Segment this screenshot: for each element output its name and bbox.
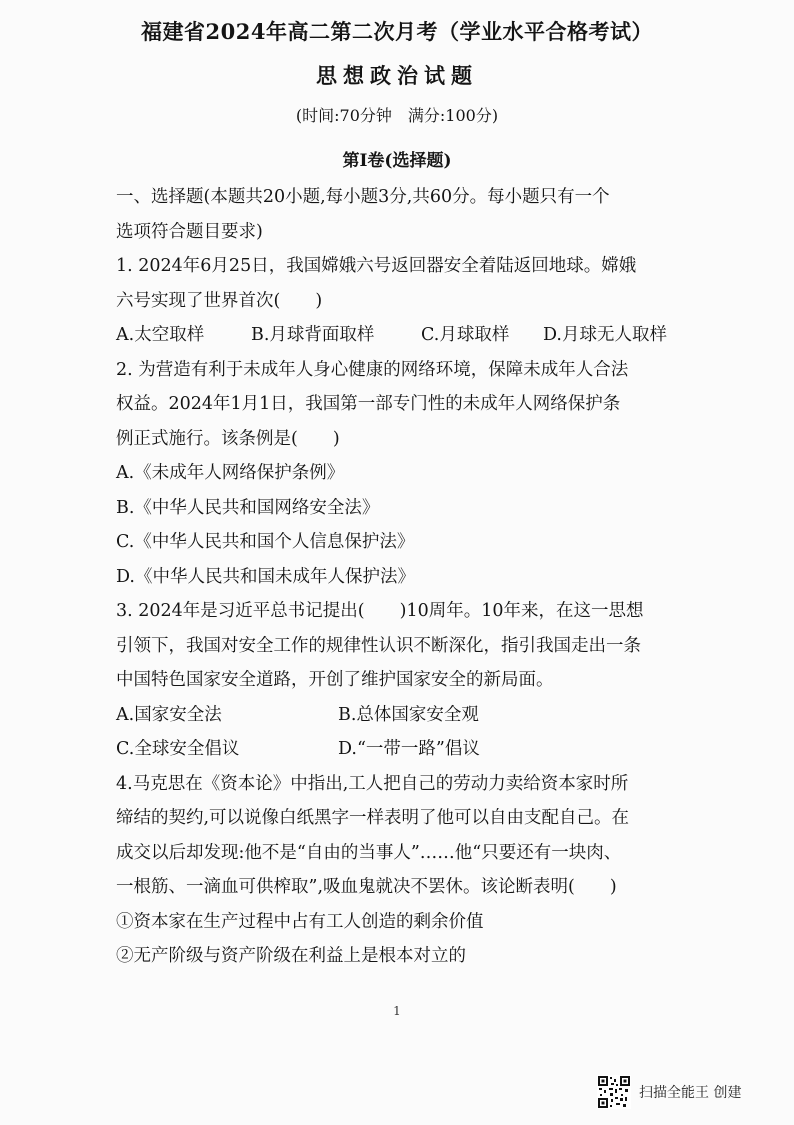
page-number: 1 xyxy=(393,1004,401,1018)
question-4 xyxy=(116,767,696,974)
exam-time-score: (时间:70分钟 满分:100分) xyxy=(295,106,499,125)
question-2 xyxy=(116,353,696,595)
question-stem: 成交以后却发现:他不是“自由的当事人”……他“只要还有一块肉、 xyxy=(116,842,622,863)
options-row xyxy=(116,318,696,353)
question-stem: 六号实现了世界首次( ) xyxy=(116,290,323,311)
scanner-watermark xyxy=(597,1074,741,1110)
option-b: B.《中华人民共和国网络安全法》 xyxy=(116,497,380,518)
option-b: B.月球背面取样 xyxy=(251,325,375,345)
section-instructions: 一、选择题(本题共20小题,每小题3分,共60分。每小题只有一个 xyxy=(116,187,610,207)
exam-title: 福建省2024年高二第二次月考（学业水平合格考试） xyxy=(141,19,653,44)
section-instructions-cont: 选项符合题目要求) xyxy=(116,221,263,242)
exam-body xyxy=(116,180,696,974)
question-stem: 例正式施行。该条例是( ) xyxy=(116,428,340,449)
option-b: B.总体国家安全观 xyxy=(338,704,479,725)
option-a: A.《未成年人网络保护条例》 xyxy=(116,463,345,483)
option-c: C.月球取样 xyxy=(421,325,510,345)
question-stem: 1. 2024年6月25日，我国嫦娥六号返回器安全着陆返回地球。嫦娥 xyxy=(116,256,637,276)
part-heading: 第Ⅰ卷(选择题) xyxy=(342,151,452,171)
question-1 xyxy=(116,249,696,353)
statement-1: ①资本家在生产过程中占有工人创造的剩余价值 xyxy=(116,911,484,932)
question-stem: 中国特色国家安全道路，开创了维护国家安全的新局面。 xyxy=(116,670,554,690)
question-stem: 引领下，我国对安全工作的规律性认识不断深化，指引我国走出一条 xyxy=(116,635,641,656)
option-c: C.全球安全倡议 xyxy=(116,739,240,759)
option-d: D.“一带一路”倡议 xyxy=(338,739,480,759)
question-stem: 2. 为营造有利于未成年人身心健康的网络环境，保障未成年人合法 xyxy=(116,359,629,380)
question-stem: 一根筋、一滴血可供榨取”,吸血鬼就决不罢休。该论断表明( ) xyxy=(116,877,617,897)
option-d: D.《中华人民共和国未成年人保护法》 xyxy=(116,566,415,587)
options-row xyxy=(116,698,696,733)
option-d: D.月球无人取样 xyxy=(543,325,667,345)
question-3 xyxy=(116,594,696,767)
options-row xyxy=(116,732,696,767)
qr-code-icon xyxy=(597,1075,631,1109)
subject-title: 思想政治试题 xyxy=(316,63,478,88)
question-stem: 权益。2024年1月1日，我国第一部专门性的未成年人网络保护条 xyxy=(116,394,621,414)
option-c: C.《中华人民共和国个人信息保护法》 xyxy=(116,532,415,552)
question-stem: 3. 2024年是习近平总书记提出( )10周年。10年来，在这一思想 xyxy=(116,601,644,621)
option-a: A.太空取样 xyxy=(116,325,205,345)
watermark-text: 扫描全能王 创建 xyxy=(639,1085,742,1101)
question-stem: 4.马克思在《资本论》中指出,工人把自己的劳动力卖给资本家时所 xyxy=(116,773,629,794)
question-stem: 缔结的契约,可以说像白纸黑字一样表明了他可以自由支配自己。在 xyxy=(116,808,630,828)
option-a: A.国家安全法 xyxy=(116,704,222,725)
statement-2: ②无产阶级与资产阶级在利益上是根本对立的 xyxy=(116,946,466,966)
